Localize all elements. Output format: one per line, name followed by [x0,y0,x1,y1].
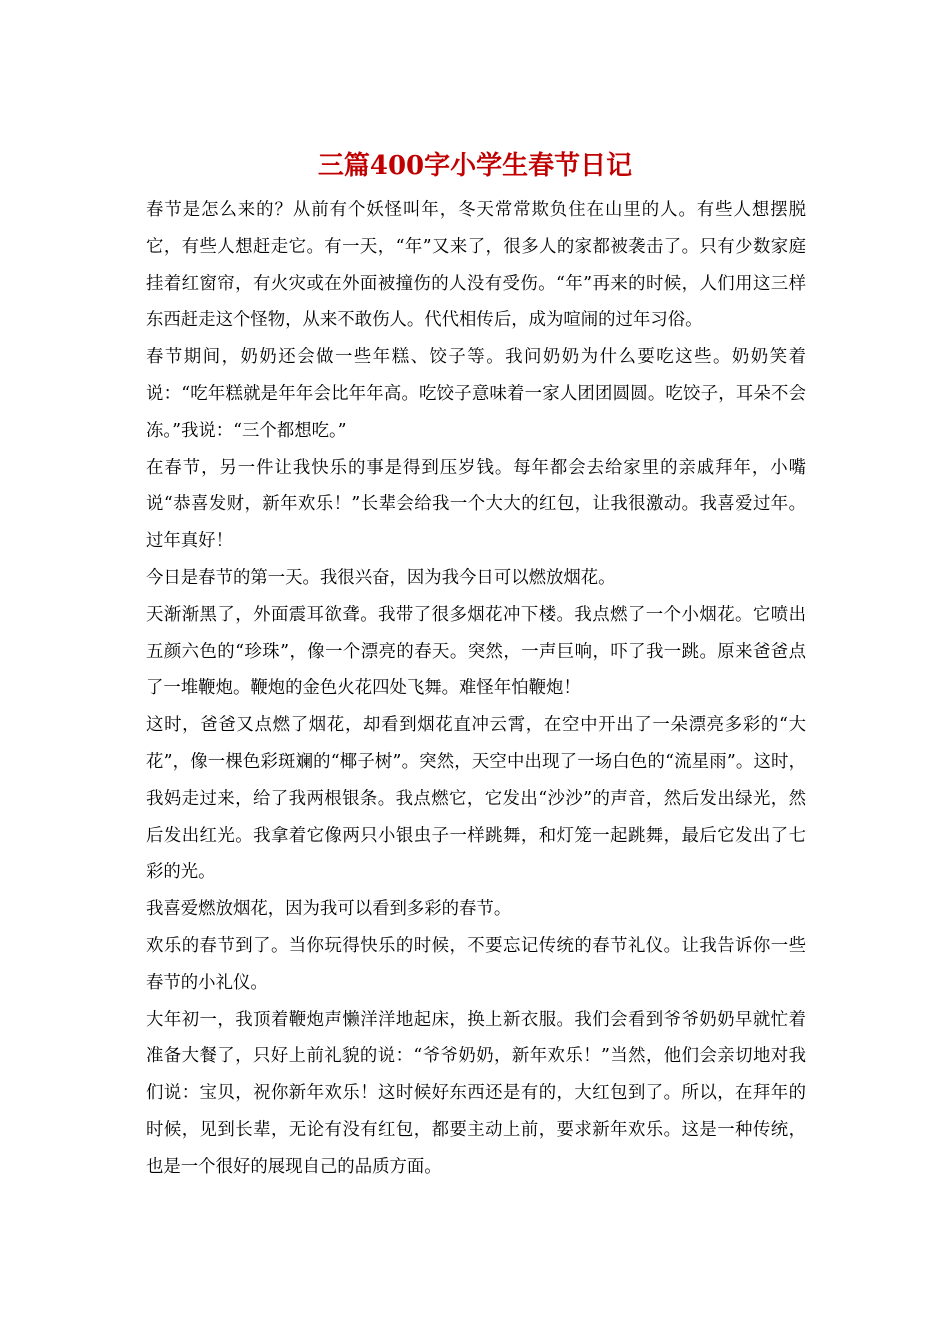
paragraph: 今日是春节的第一天。我很兴奋，因为我今日可以燃放烟花。 [146,567,616,588]
document-title: 三篇400字小学生春节日记 [317,151,633,181]
document-body [146,192,806,1186]
paragraph: 春节是怎么来的？从前有个妖怪叫年，冬天常常欺负住在山里的人。有些人想摆脱它，有些人想赶走它。有一天，“年”又来了，很多人的家都被袭击了。只有少数家庭挂着红窗帘，有火灾或在外面被撞伤的人没有受伤。“年”再来的时候，人们用这三样东西赶走这个怪物，从来不敢伤人。代代相传后，成为喧闹的过年习俗。 [146,200,806,331]
paragraph: 我喜爱燃放烟花，因为我可以看到多彩的春节。 [146,899,512,920]
paragraph: 这时，爸爸又点燃了烟花，却看到烟花直冲云霄，在空中开出了一朵漂亮多彩的“大花”，像一棵色彩斑斓的“椰子树”。突然，天空中出现了一场白色的“流星雨”。这时，我妈走过来，给了我两根银条。我点燃它，它发出“沙沙”的声音，然后发出绿光，然后发出红光。我拿着它像两只小银虫子一样跳舞，和灯笼一起跳舞，最后它发出了七彩的光。 [146,715,806,883]
paragraph: 春节期间，奶奶还会做一些年糕、饺子等。我问奶奶为什么要吃这些。奶奶笑着说：“吃年糕就是年年会比年年高。吃饺子意味着一家人团团圆圆。吃饺子，耳朵不会冻。”我说：“三个都想吃。” [146,347,806,441]
paragraph: 欢乐的春节到了。当你玩得快乐的时候，不要忘记传统的春节礼仪。让我告诉你一些春节的小礼仪。 [146,935,806,993]
paragraph: 在春节，另一件让我快乐的事是得到压岁钱。每年都会去给家里的亲戚拜年，小嘴说“恭喜发财，新年欢乐！”长辈会给我一个大大的红包，让我很激动。我喜爱过年。过年真好！ [146,457,806,552]
paragraph: 大年初一，我顶着鞭炮声懒洋洋地起床，换上新衣服。我们会看到爷爷奶奶早就忙着准备大餐了，只好上前礼貌的说：“爷爷奶奶，新年欢乐！”当然，他们会亲切地对我们说：宝贝，祝你新年欢乐！这时候好东西还是有的，大红包到了。所以，在拜年的时候，见到长辈，无论有没有红包，都要主动上前，要求新年欢乐。这是一种传统，也是一个很好的展现自己的品质方面。 [146,1009,806,1177]
paragraph: 天渐渐黑了，外面震耳欲聋。我带了很多烟花冲下楼。我点燃了一个小烟花。它喷出五颜六色的“珍珠”，像一个漂亮的春天。突然，一声巨响，吓了我一跳。原来爸爸点了一堆鞭炮。鞭炮的金色火花四处飞舞。难怪年怕鞭炮！ [146,604,806,699]
